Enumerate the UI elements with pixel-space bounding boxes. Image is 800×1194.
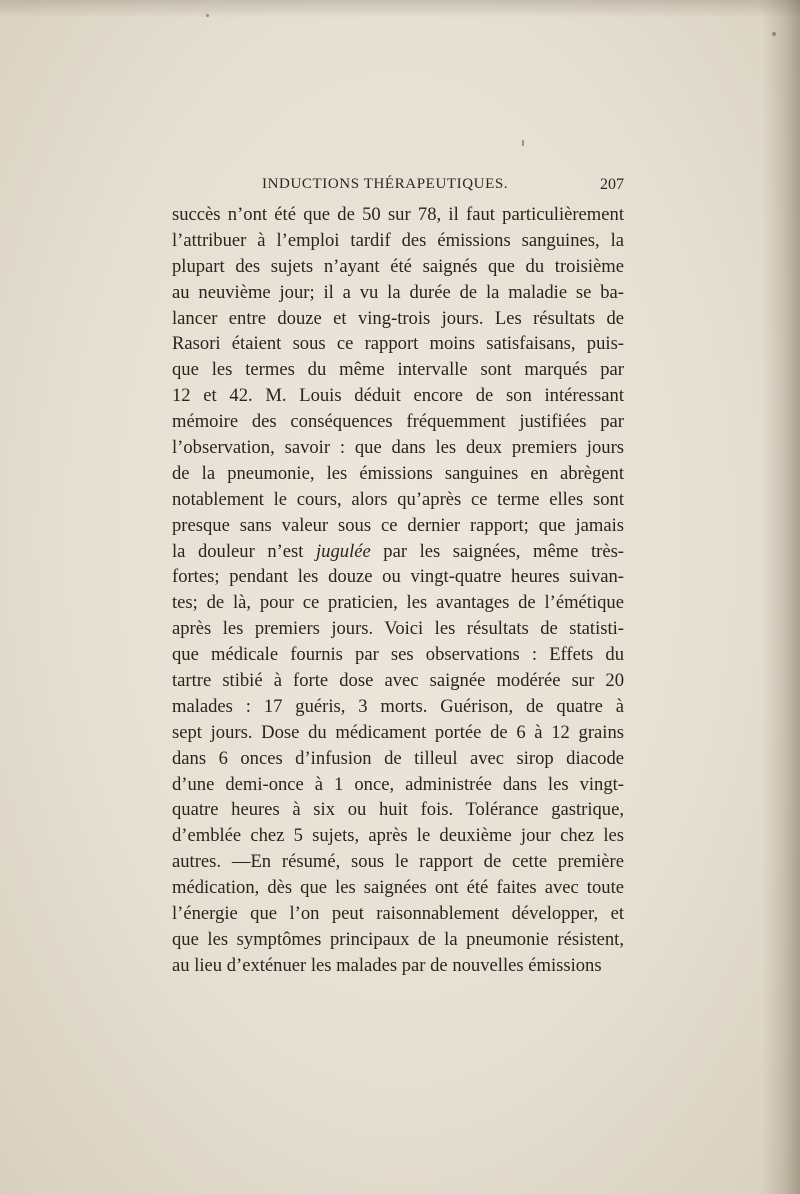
- text-line: Rasori étaient sous ce rapport moins satisfaisans, puis-: [172, 333, 624, 355]
- text-line: médication, dès que les saignées ont été faites avec toute: [172, 877, 624, 899]
- text-line: l’énergie que l’on peut raisonnablement développer, et: [172, 903, 624, 925]
- text-line: l’attribuer à l’emploi tardif des émissions sanguines, la: [172, 229, 624, 251]
- text-line: fortes; pendant les douze ou vingt-quatre heures suivan-: [172, 566, 624, 588]
- ink-speck: [206, 14, 209, 17]
- text-line: l’observation, savoir : que dans les deux premiers jours: [172, 437, 624, 459]
- text-line: 12 et 42. M. Louis déduit encore de son intéressant: [172, 385, 624, 407]
- italic-term: jugulée: [316, 540, 371, 562]
- text-line: sept jours. Dose du médicament portée de 6 à 12 grains: [172, 721, 624, 743]
- page-top-edge: [0, 0, 800, 18]
- text-line: d’une demi-once à 1 once, administrée dans les vingt-: [172, 773, 624, 795]
- text-line: tartre stibié à forte dose avec saignée modérée sur 20: [172, 670, 624, 692]
- text-line: au lieu d’exténuer les malades par de nouvelles émissions: [172, 954, 602, 976]
- text-line: quatre heures à six ou huit fois. Tolérance gastrique,: [172, 799, 624, 821]
- page-number: 207: [600, 176, 624, 193]
- ink-speck: [522, 140, 524, 146]
- text-line: que médicale fournis par ses observations : Effets du: [172, 644, 624, 666]
- body-text: [172, 202, 624, 979]
- text-line-with-italic: [172, 539, 624, 565]
- text-line: notablement le cours, alors qu’après ce terme elles sont: [172, 488, 624, 510]
- text-line: autres. —En résumé, sous le rapport de cette première: [172, 851, 624, 873]
- text-line: après les premiers jours. Voici les résultats de statisti-: [172, 618, 624, 640]
- text-line: que les symptômes principaux de la pneumonie résistent,: [172, 928, 624, 950]
- running-header: [172, 176, 624, 196]
- text-line: malades : 17 guéris, 3 morts. Guérison, de quatre à: [172, 695, 624, 717]
- text-line: au neuvième jour; il a vu la durée de la maladie se ba-: [172, 281, 624, 303]
- text-line: que les termes du même intervalle sont marqués par: [172, 359, 624, 381]
- text-run: la douleur n’est: [172, 540, 317, 562]
- text-run: par les saignées, même très-: [370, 540, 624, 562]
- running-title: INDUCTIONS THÉRAPEUTIQUES.: [262, 176, 509, 192]
- text-line: de la pneumonie, les émissions sanguines en abrègent: [172, 462, 624, 484]
- text-line: tes; de là, pour ce praticien, les avantages de l’émétique: [172, 592, 624, 614]
- binding-shadow: [762, 0, 800, 1194]
- text-line: presque sans valeur sous ce dernier rapport; que jamais: [172, 514, 624, 536]
- text-line: mémoire des conséquences fréquemment justifiées par: [172, 411, 624, 433]
- text-line: d’emblée chez 5 sujets, après le deuxième jour chez les: [172, 825, 624, 847]
- ink-speck: [772, 32, 776, 36]
- text-line: plupart des sujets n’ayant été saignés que du troisième: [172, 255, 624, 277]
- text-line: dans 6 onces d’infusion de tilleul avec sirop diacode: [172, 747, 624, 769]
- text-line: succès n’ont été que de 50 sur 78, il faut particulièrement: [172, 204, 624, 225]
- text-line: lancer entre douze et ving-trois jours. Les résultats de: [172, 307, 624, 329]
